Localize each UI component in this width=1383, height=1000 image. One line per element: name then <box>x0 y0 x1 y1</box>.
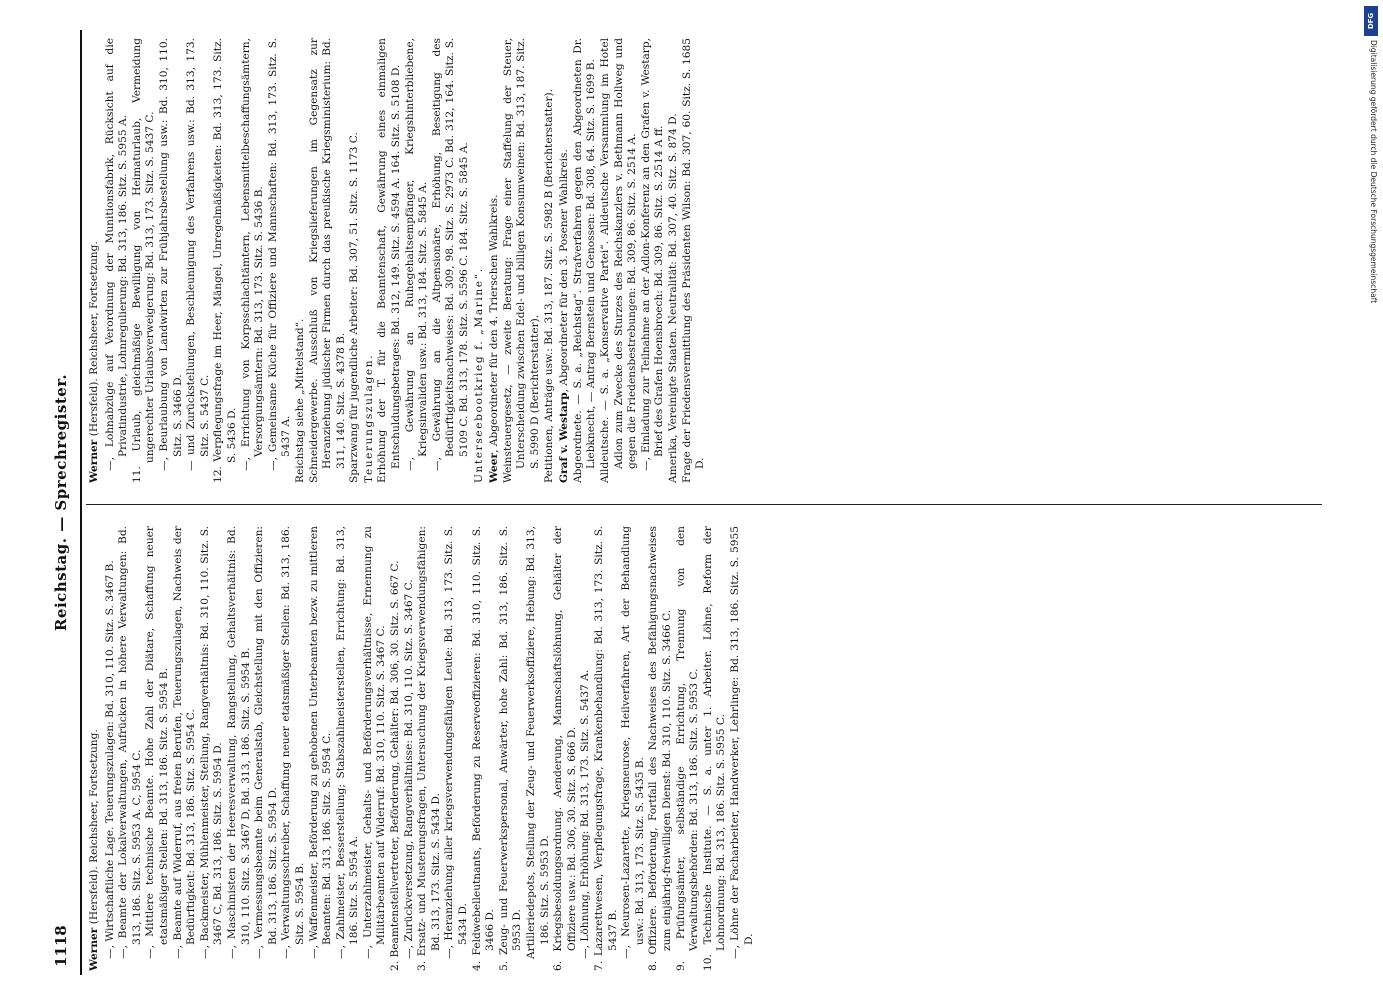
index-entry: —, Zurückversetzung, Rangverhältnisse: Bd. 310, 110. Sitz. S. 3467 C. <box>402 579 415 959</box>
index-entry: Weinsteuergesetz, — zweite Beratung: Frage einer Staffelung der Steuer, Unterscheidung zwischen Edel- und billigen Konsumweinen: Bd. 313, 187. Sitz. S. 5990 D (Berichterstatter). <box>501 38 541 483</box>
index-entry: 7. Lazarettwesen, Verpflegungsfrage, Krankenbehandlung: Bd. 313, 173. Sitz. S. 5437 B. <box>592 526 619 971</box>
column-divider <box>86 504 1322 505</box>
index-entry: —, Beamte der Lokalverwaltungen, Aufrücken in höhere Verwaltungen: Bd. 313, 186. Sitz. S. 5953 A. C, 5954 C. <box>117 526 143 959</box>
right-column-heading-name: Werner <box>88 439 100 483</box>
index-entry: —, Lohnabzüge auf Verordnung der Munitionsfabrik, Rücksicht auf die Privatindustrie, Lohnregulierung: Bd. 313, 186. Sitz. S. 5955 A. <box>103 38 130 471</box>
index-entry: Amerika, Vereinigte Staaten. Neutralität: Bd. 307, 40. Sitz. S. 874 D. <box>666 113 679 483</box>
index-entry: —, Gewährung an die Altpensionäre, Erhöhung, Beseitigung des Bedürftigkeitsnachweises: Bd. 309, 98. Sitz. S. 2973 C. Bd. 312, 164. Sitz. S. 5109 C. Bd. 313, 178. Sitz. S. 5596 C. 184. Sitz. S. 5845 A. <box>430 38 471 471</box>
dfg-logo-text: DFG <box>1367 12 1375 30</box>
index-entry: 10. Technische Institute. — S. a. unter 1. Arbeiter. Löhne, Reform der Lohnordnung: Bd. 313, 186. Sitz. S. 5955 C. <box>701 526 728 971</box>
index-entry: Reichstag siehe „Mittelstand“. <box>293 318 306 483</box>
right-column-heading-rest: (Hersfeld). Reichsheer, Fortsetzung. <box>88 241 100 440</box>
index-entry: 9. Prüfungsämter, selbständige Errichtung, Trennung von den Verwaltungsbehörden: Bd. 313, 186. Sitz. S. 5953 C. <box>674 526 701 971</box>
index-entry: Erhöhung der T. für die Beamtenschaft, Gewährung eines einmaligen Entschuldungsbetrages: Bd. 312, 149. Sitz. S. 4594 A. 164. Sitz. S. 5108 D. <box>376 38 403 483</box>
right-entries <box>104 38 708 483</box>
page-number: 1118 <box>52 925 70 967</box>
left-column <box>88 526 1318 971</box>
index-entry: Alldeutsche. — S. a. „Konservative Partei“. Alldeutsche Versammlung im Hotel Adlon zum Zwecke des Sturzes des Reichskanzlers v. Bethmann Hollweg und gegen die Friedensbestrebungen: Bd. 309, 86. Sitz. S. 2514 A. <box>598 38 639 483</box>
index-entry: —, Mittlere technische Beamte. Hohe Zahl der Diätare, Schaffung neuer etatsmäßiger Stellen: Bd. 313, 186. Sitz. S. 5954 B. <box>144 526 170 959</box>
digitization-note: Digitalisierung gefördert durch die Deutsche Forschungsgemeinschaft <box>1369 40 1378 304</box>
person-name: Graf v. Westarp <box>558 392 571 483</box>
left-entries <box>104 526 757 971</box>
left-column-heading <box>88 526 102 971</box>
index-entry: —, Löhne der Facharbeiter, Handwerker, Lehrlinge: Bd. 313, 186. Sitz. S. 5955 D. <box>728 526 755 959</box>
index-entry: —, Einladung zur Teilnahme an der Adlon-Konferenz an den Grafen v. Westarp, Brief des Grafen Hoensbroech: Bd. 309, 86. Sitz. S. 2514 A ff. <box>639 38 666 471</box>
header-rule <box>80 30 82 975</box>
index-entry: 6. Kriegsbesoldungsordnung. Aenderung, Mannschaftslöhnung, Gehälter der Offiziere usw.: Bd. 306, 30. Sitz. S. 666 D. <box>552 526 578 971</box>
index-entry: —, Errichtung von Korpsschlachtämtern, Lebensmittelbeschaffungsämtern, Versorgungsämtern: Bd. 313, 173. Sitz. S. 5436 B. <box>239 38 266 471</box>
index-entry: Teuerungszulagen. <box>362 353 375 483</box>
index-entry: 8. Offiziere. Beförderung, Fortfall des Nachweises des Befähigungsnachweises zum einjährig-freiwilligen Dienst: Bd. 310, 110. Sitz. S. 3466 C. <box>647 526 673 971</box>
index-entry: —, Unterzahlmeister, Gehalts- und Beförderungsverhältnisse, Ernennung zu Militärbeamten auf Widerruf: Bd. 310, 110. Sitz. S. 3467 C. <box>361 526 388 959</box>
index-entry: —, Waffenmeister, Beförderung zu gehobenen Unterbeamten bezw. zu mittleren Beamten: Bd. 313, 186. Sitz. S. 5954 C. <box>307 526 334 959</box>
left-column-heading-rest: (Hersfeld). Reichsheer, Fortsetzung. <box>88 729 100 928</box>
index-entry: —, Gewährung an Ruhegehaltsempfänger, Kriegshinterbliebene, Kriegsinvaliden usw.: Bd. 313, 184. Sitz. S. 5845 A. <box>403 38 430 471</box>
index-entry <box>558 38 572 483</box>
index-entry: —, Beamte auf Widerruf, aus freien Berufen, Teuerungszulagen, Nachweis der Bedürftigkeit: Bd. 313, 186. Sitz. S. 5954 C. <box>171 526 198 959</box>
index-entry: Frage der Friedensvermittlung des Präsidenten Wilson: Bd. 307, 60. Sitz. S. 1685 D. <box>680 38 707 483</box>
person-description: , Abgeordneter für den 3. Posener Wahlkreis. <box>558 149 571 393</box>
index-entry: —, Löhnung, Erhöhung: Bd. 313, 173. Sitz. S. 5437 A. <box>579 669 592 959</box>
index-entry: 2. Beamtenstellvertreter, Beförderung, Gehälter: Bd. 306, 30. Sitz. S. 667 C. <box>389 560 402 971</box>
index-entry: Petitionen, Anträge usw.: Bd. 313, 187. Sitz. S. 5982 B (Berichterstatter). <box>542 88 555 483</box>
index-entry: —, Heranziehung aller kriegsverwendungsfähigen Leute: Bd. 313, 173. Sitz. S. 5434 D. <box>443 526 470 959</box>
running-title: Reichstag. — Sprechregister. <box>52 373 70 632</box>
index-entry: —, Gemeinsame Küche für Offiziere und Mannschaften: Bd. 313, 173. Sitz. S. 5437 A. <box>266 38 293 471</box>
index-entry: —, Verwaltungsschreiber, Schaffung neuer etatsmäßiger Stellen: Bd. 313, 186. Sitz. S. 5954 B. <box>280 526 306 959</box>
index-entry: —, Zahlmeister, Besserstellung; Stabszahlmeisterstellen, Errichtung: Bd. 313, 186. Sitz. S. 5954 A. <box>334 526 361 959</box>
index-entry: —, Maschinisten der Heeresverwaltung, Rangstellung, Gehaltsverhältnis: Bd. 310, 110. Sitz. S. 3467 D, Bd. 313, 186. Sitz. S. 5954 B. <box>225 526 252 959</box>
rotated-page-content <box>50 30 1330 975</box>
index-entry: Artilleriedepots, Stellung der Zeug- und Feuerwerksoffiziere, Hebung: Bd. 313, 186. Sitz. S. 5953 D. <box>525 526 551 959</box>
index-entry: 5. Zeug- und Feuerwerkspersonal, Anwärter, hohe Zahl: Bd. 313, 186. Sitz. S. 5953 D. <box>497 526 524 971</box>
index-entry: 11. Urlaub, gleichmäßige Bewilligung von Heimaturlaub, Vermeidung ungerechter Urlaubsverweigerung: Bd. 313, 173. Sitz. S. 5437 C. <box>130 38 157 483</box>
index-entry: Sparzwang für jugendliche Arbeiter: Bd. 307, 51. Sitz. S. 1173 C. <box>348 132 361 483</box>
right-column-heading <box>88 38 102 483</box>
index-entry: 4. Feldwebelleutnants, Beförderung zu Reserveoffizieren: Bd. 310, 110. Sitz. S. 3466 D. <box>470 526 497 971</box>
left-column-heading-name: Werner <box>88 927 100 971</box>
index-entry: Schneidergewerbe. Ausschluß von Kriegslieferungen im Gegensatz zur Heranziehung jüdischer Firmen durch das preußische Kriegsministerium: Bd. 311, 140. Sitz. S. 4378 B. <box>307 38 347 483</box>
index-entry: —, Wirtschaftliche Lage. Teuerungszulagen: Bd. 310, 110. Sitz. S. 3467 B. <box>103 560 116 959</box>
dfg-logo <box>1364 6 1378 36</box>
index-entry: —, Backmeister, Mühlenmeister, Stellung, Rangverhältnis: Bd. 310, 110. Sitz. S. 3467 C, Bd. 313, 186. Sitz. S. 5954 D. <box>198 526 225 959</box>
index-entry: Unterseebootkrieg f. „Marine“. <box>472 267 485 483</box>
index-entry: —, Vermessungsbeamte beim Generalstab, Gleichstellung mit den Offizieren: Bd. 313, 186. Sitz. S. 5954 D. <box>253 526 279 959</box>
right-column <box>88 38 1318 483</box>
index-entry: — und Zurückstellungen, Beschleunigung des Verfahrens usw.: Bd. 313, 173. Sitz. S. 5437 C. <box>185 38 211 471</box>
index-entry: 3. Ersatz- und Musterungsfragen, Untersuchung der Kriegsverwendungsfähigen: Bd. 313, 173. Sitz. S. 5434 D. <box>416 526 442 971</box>
index-entry: Abgeordnete. — S. a. „Reichstag“. Strafverfahren gegen den Abgeordneten Dr. Liebknecht, — Antrag Bernstein und Genossen: Bd. 308, 64. Sitz. S. 1699 B. <box>571 38 598 483</box>
page-header <box>50 30 80 975</box>
index-entry: 12. Verpflegungsfrage im Heer, Mängel, Unregelmäßigkeiten: Bd. 313, 173. Sitz. S. 5436 D. <box>212 38 238 483</box>
person-name: Weer <box>488 452 501 483</box>
index-entry: —, Beurlaubung von Landwirten zur Frühjahrsbestellung usw.: Bd. 310, 110. Sitz. S. 3466 D. <box>157 38 184 471</box>
index-entry: —, Neurosen-Lazarette, Kriegsneurose, Heilverfahren, Art der Behandlung usw.: Bd. 313, 173. Sitz. S. 5435 B. <box>620 526 646 959</box>
index-entry <box>488 38 502 483</box>
person-description: , Abgeordneter für den 4. Trierschen Wahlkreis. <box>488 194 501 453</box>
